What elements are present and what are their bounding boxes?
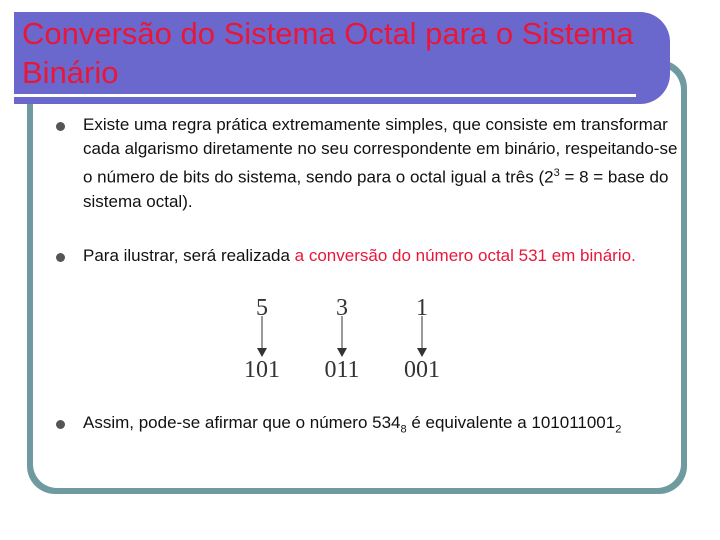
title-underline: [14, 94, 636, 97]
exponent: 3: [553, 167, 560, 179]
bullet-text: [83, 244, 686, 268]
bullet-text-lead: Assim, pode-se afirmar que o número 534: [83, 413, 401, 432]
bullet-text-lead: Para ilustrar, será realizada: [83, 246, 295, 265]
bullet-text: [83, 113, 686, 214]
down-arrow-icon: [392, 316, 452, 358]
diagram-column: [312, 294, 372, 386]
binary-group: 101: [244, 357, 280, 383]
bullet-item: [56, 411, 686, 441]
base-subscript: 2: [615, 423, 622, 436]
binary-group: 011: [324, 357, 360, 383]
bullet-text-tail: = 8 = base do sistema octal).: [83, 167, 669, 211]
diagram-column: [232, 294, 292, 386]
bullet-icon: [56, 253, 65, 262]
diagram-column: [392, 294, 452, 386]
octal-to-binary-diagram: [232, 294, 452, 386]
bullet-text-main: Existe uma regra prática extremamente simples, que consiste em transformar cada algarismo diretamente no seu correspondente em binário, respeitando-se o número de bits do sistema, sendo para o octal igual a três (2: [83, 115, 678, 187]
bullet-item: [56, 113, 686, 214]
page-title: Conversão do Sistema Octal para o Sistema Binário: [22, 16, 634, 90]
bullet-icon: [56, 420, 65, 429]
binary-group: 001: [404, 357, 440, 383]
base-subscript: 8: [400, 423, 407, 436]
octal-digit: 5: [256, 295, 268, 321]
octal-digit: 1: [416, 295, 428, 321]
bullet-icon: [56, 122, 65, 131]
bullet-text-mid: é equivalente a 101011001: [406, 413, 616, 432]
highlighted-text: a conversão do número octal 531 em binário.: [294, 246, 636, 265]
down-arrow-icon: [312, 316, 372, 358]
down-arrow-icon: [232, 316, 292, 358]
octal-digit: 3: [336, 295, 348, 321]
bullet-text: [83, 411, 686, 441]
bullet-item: [56, 244, 686, 268]
